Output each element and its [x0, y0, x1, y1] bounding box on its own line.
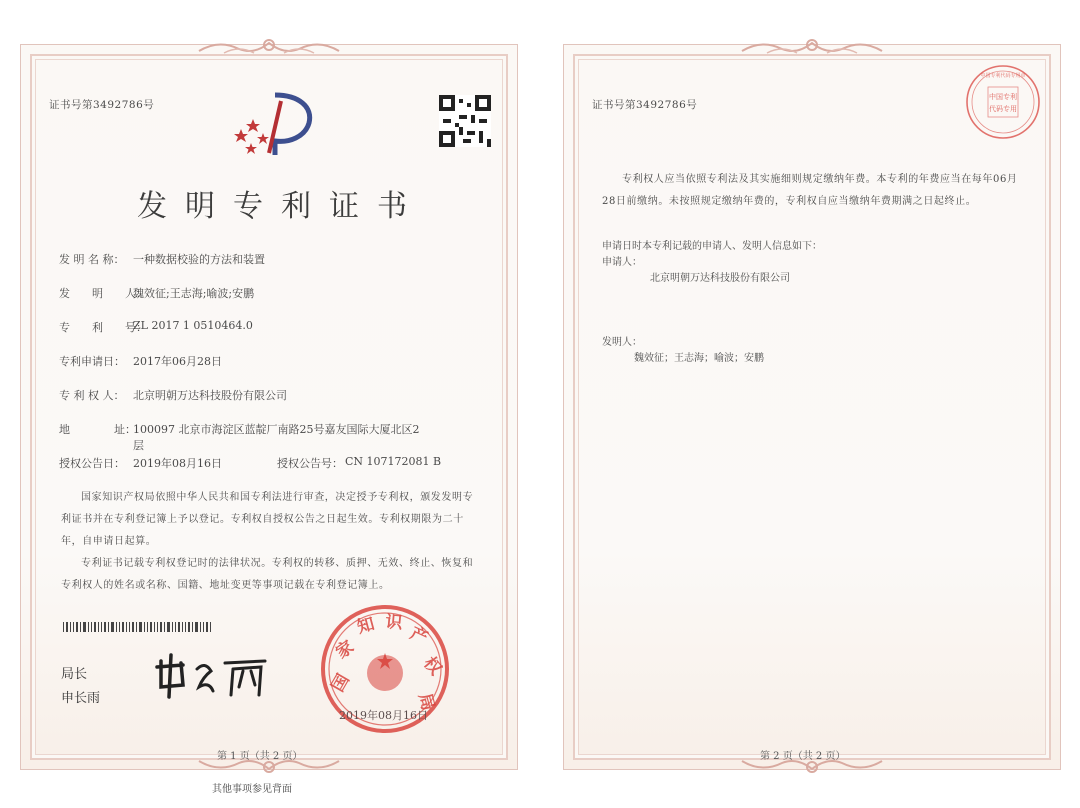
certificate-front-page — [20, 44, 518, 770]
barcode — [63, 622, 213, 632]
applicant-label: 申请人： — [602, 257, 642, 268]
grant-date-label: 授权公告日： — [59, 457, 125, 470]
applicant-info-intro: 申请日时本专利记载的申请人、发明人信息如下： — [602, 241, 822, 252]
applicant-name: 北京明朝万达科技股份有限公司 — [650, 273, 790, 284]
page-number-2: 第 2 页（共 2 页） — [760, 751, 846, 762]
field-label-inventors: 发 明 人： — [59, 287, 147, 300]
top-ornament — [194, 37, 344, 59]
svg-text:中国专利: 中国专利 — [989, 93, 1017, 101]
field-inventors: 魏效征;王志海;喻波;安鹏 — [133, 287, 255, 300]
qr-code — [439, 95, 491, 147]
inventor-names: 魏效征；王志海；喻波；安鹏 — [634, 353, 764, 364]
svg-text:家: 家 — [332, 636, 358, 664]
back-side-note: 其他事项参见背面 — [212, 784, 292, 795]
inventor-label: 发明人： — [602, 337, 642, 348]
svg-text:局: 局 — [414, 691, 438, 713]
svg-text:权: 权 — [419, 653, 446, 680]
field-application-date: 2017年06月28日 — [133, 355, 222, 368]
field-patent-number: ZL 2017 1 0510464.0 — [133, 319, 253, 332]
svg-text:识: 识 — [384, 612, 404, 634]
svg-text:代码专用: 代码专用 — [989, 105, 1017, 113]
field-label-invention-name: 发 明 名 称： — [59, 253, 125, 266]
field-address-cont: 层 — [133, 439, 144, 452]
patent-office-logo — [229, 89, 321, 157]
field-patentee: 北京明朝万达科技股份有限公司 — [133, 389, 287, 402]
field-label-application-date: 专利申请日： — [59, 355, 125, 368]
svg-text:国: 国 — [328, 670, 354, 696]
top-ornament — [737, 37, 887, 59]
certificate-number: 证书号第3492786号 — [592, 99, 698, 111]
certificate-number: 证书号第3492786号 — [49, 99, 155, 111]
certificate-back-page — [563, 44, 1061, 770]
legal-status-statement: 专利证书记载专利权登记时的法律状况。专利权的转移、质押、无效、终止、恢复和专利权人的姓名或名称、国籍、地址变更等事项记载在专利登记簿上。 — [61, 558, 474, 591]
annual-fee-notice: 专利权人应当依照专利法及其实施细则规定缴纳年费。本专利的年费应当在每年06月28日前缴纳。未按照规定缴纳年费的，专利权自应当缴纳年费期满之日起终止。 — [602, 174, 1018, 207]
field-label-patentee: 专 利 权 人： — [59, 389, 125, 402]
grant-date: 2019年08月16日 — [133, 457, 222, 470]
stamp-label: 中国专利代码专用章 — [980, 73, 1026, 79]
svg-text:产: 产 — [406, 623, 431, 649]
field-label-address: 地 址： — [59, 423, 136, 436]
seal-date: 2019年08月16日 — [339, 709, 428, 722]
field-address: 100097 北京市海淀区蓝靛厂南路25号嘉友国际大厦北区2 — [133, 423, 420, 436]
grant-number-label: 授权公告号： — [277, 457, 343, 470]
svg-text:知: 知 — [355, 614, 377, 638]
director-title: 局长 — [61, 667, 88, 682]
grant-statement: 国家知识产权局依照中华人民共和国专利法进行审查，决定授予专利权，颁发发明专利证书并在专利登记簿上予以登记。专利权自授权公告之日起生效。专利权期限为二十年，自申请日起算。 — [61, 492, 474, 547]
grant-number: CN 107172081 B — [345, 455, 442, 468]
certificate-title: 发明专利证书 — [137, 189, 425, 224]
page-number-1: 第 1 页（共 2 页） — [217, 751, 303, 762]
field-invention-name: 一种数据校验的方法和装置 — [133, 253, 265, 266]
decorative-border — [573, 54, 1051, 760]
director-name: 申长雨 — [61, 691, 101, 706]
director-signature — [153, 651, 277, 699]
patent-code-stamp — [964, 63, 1042, 141]
field-label-patent-number: 专 利 号： — [59, 321, 147, 334]
